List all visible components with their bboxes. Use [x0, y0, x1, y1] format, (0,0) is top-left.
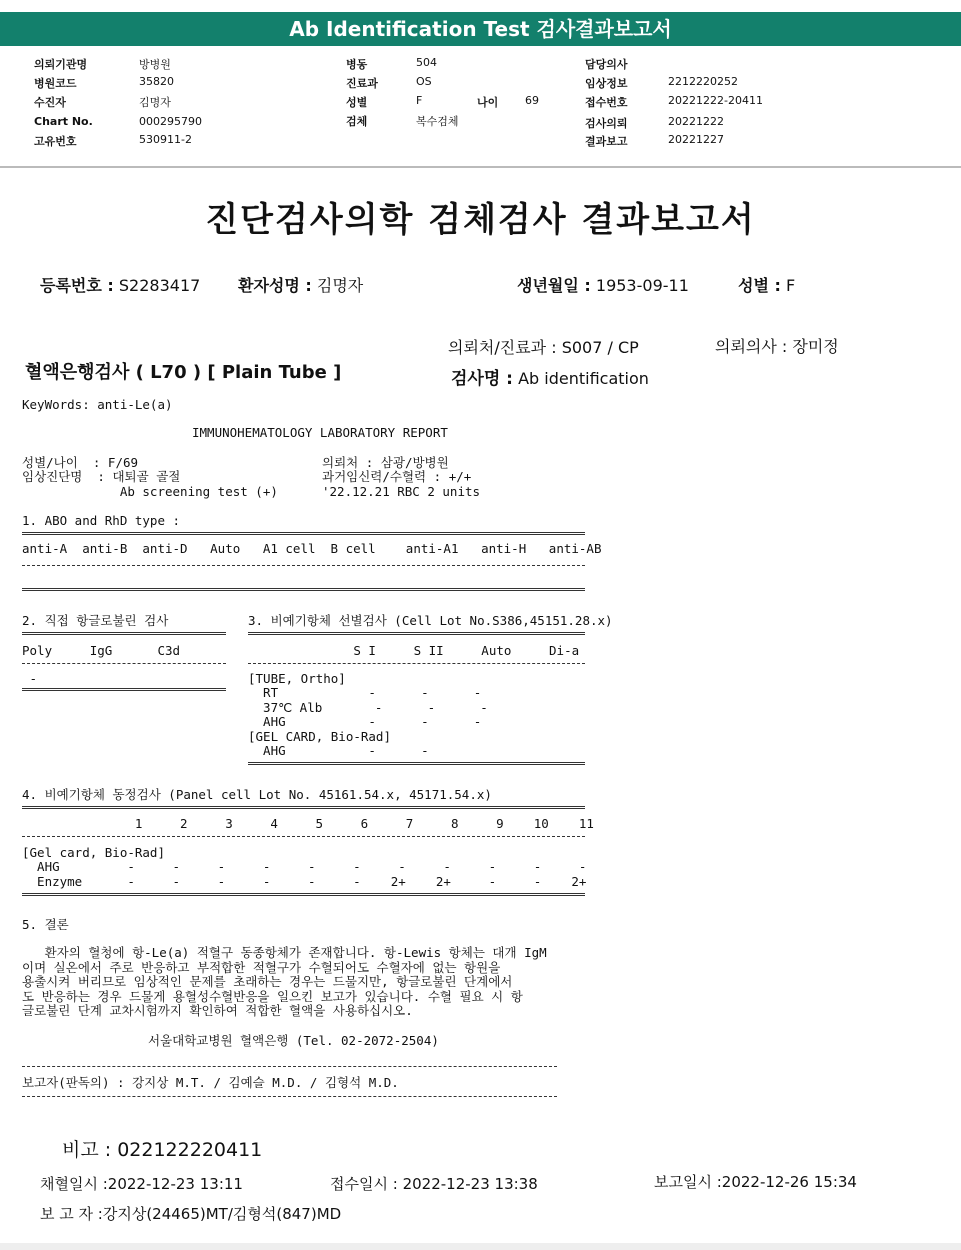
- chart-no-value: 000295790: [139, 115, 202, 128]
- reporters: 보고자(판독의) : 강지상 M.T. / 김예슬 M.D. / 김형석 M.D.: [22, 1075, 399, 1090]
- screening-row: [TUBE, Ortho]: [248, 671, 346, 686]
- result-date-value: 20221227: [668, 133, 724, 146]
- section-1-title: 1. ABO and RhD type :: [22, 513, 181, 528]
- requesting-dept: 의뢰처/진료과 : S007 / CP: [448, 338, 639, 357]
- specimen-value: 복수검체: [416, 115, 459, 128]
- birthdate-field: [517, 273, 689, 296]
- blood-bank-contact: 서울대학교병원 혈액은행 (Tel. 02-2072-2504): [148, 1033, 439, 1048]
- screening-row: AHG - -: [248, 743, 429, 758]
- screening-row: AHG - - -: [248, 714, 482, 729]
- patient-info-panel: [0, 54, 961, 164]
- request-date-label: 검사의뢰: [585, 117, 628, 130]
- collection-time: [40, 1173, 243, 1194]
- patient-label: 수진자: [34, 96, 66, 109]
- conclusion-line: 용출시켜 버리므로 임상적인 문제를 초래하는 경우는 드물지만, 항글로불린 단계에서: [22, 974, 513, 989]
- institution-label: 의뢰기관명: [34, 58, 88, 71]
- dashed-rule: [22, 1066, 557, 1067]
- registration-label: 등록번호 :: [40, 276, 114, 295]
- dashed-rule: [22, 663, 226, 664]
- birthdate-label: 생년월일 :: [517, 276, 591, 295]
- diagnosis-line: 임상진단명 : 대퇴골 골절: [22, 469, 181, 484]
- hospital-code-label: 병원코드: [34, 77, 77, 90]
- patient-name-label: 환자성명 :: [238, 276, 312, 295]
- unique-no-label: 고유번호: [34, 135, 77, 148]
- dashed-rule: [22, 565, 585, 566]
- test-name-label: 검사명 :: [451, 369, 513, 389]
- receipt-time-label: 접수일시 :: [330, 1175, 398, 1193]
- screening-header: S I S II Auto Di-a: [248, 643, 580, 658]
- requesting-doctor: 의뢰의사 : 장미정: [715, 337, 839, 356]
- double-rule: [22, 532, 585, 535]
- double-rule: [248, 762, 585, 765]
- double-rule: [22, 893, 585, 896]
- dat-header: Poly IgG C3d: [22, 643, 181, 658]
- sex-label: 성별: [346, 96, 368, 109]
- remark: [62, 1135, 262, 1162]
- collection-label: 채혈일시 :: [40, 1175, 108, 1193]
- ward-label: 병동: [346, 58, 368, 71]
- result-date-label: 결과보고: [585, 135, 628, 148]
- test-name-field: [451, 364, 649, 389]
- collection-value: 2022-12-23 13:11: [107, 1175, 243, 1193]
- sex-value: F: [416, 94, 423, 107]
- report-time-label: 보고일시 :: [654, 1173, 722, 1191]
- panel-row: AHG - - - - - - - - - - -: [22, 859, 587, 874]
- footer-reporter: [40, 1203, 341, 1224]
- clinical-value: 2212220252: [668, 75, 738, 88]
- dashed-rule: [22, 836, 585, 837]
- sex-age-line: 성별/나이 : F/69: [22, 455, 139, 470]
- report-header-title: Ab Identification Test 검사결과보고서: [0, 12, 961, 46]
- unique-no-value: 530911-2: [139, 133, 192, 146]
- double-rule: [22, 632, 226, 635]
- double-rule: [248, 632, 585, 635]
- receipt-time-value: 2022-12-23 13:38: [402, 1175, 538, 1193]
- registration-value: S2283417: [118, 276, 201, 295]
- patient-name-field: [238, 273, 363, 296]
- section-2-title: 2. 직접 항글로불린 검사: [22, 613, 169, 628]
- panel-row: [Gel card, Bio-Rad]: [22, 845, 165, 860]
- conclusion-line: 도 반응하는 경우 드물게 용혈성수혈반응을 일으킨 보고가 있습니다. 수혈 필요 시 항: [22, 989, 523, 1004]
- report-sex-field: [738, 273, 795, 296]
- age-value: 69: [525, 94, 539, 107]
- report-time-value: 2022-12-26 15:34: [721, 1173, 857, 1191]
- patient-value: 김명자: [139, 96, 171, 109]
- screening-line: Ab screening test (+): [22, 484, 278, 499]
- test-name-value: Ab identification: [518, 369, 649, 388]
- dat-value: -: [22, 671, 38, 686]
- section-3-title: 3. 비예기항체 선별검사 (Cell Lot No.S386,45151.28.x): [248, 613, 613, 628]
- birthdate-value: 1953-09-11: [595, 276, 689, 295]
- remark-value: 022122220411: [117, 1139, 263, 1161]
- hospital-code-value: 35820: [139, 75, 174, 88]
- report-title: 진단검사의학 검체검사 결과보고서: [205, 200, 756, 240]
- test-group: 혈액은행검사 ( L70 ) [ Plain Tube ]: [25, 362, 342, 383]
- panel-row: Enzyme - - - - - - 2+ 2+ - - 2+: [22, 874, 587, 889]
- double-rule: [22, 688, 226, 691]
- keywords: KeyWords: anti-Le(a): [22, 397, 173, 412]
- patient-name-value: 김명자: [316, 276, 364, 295]
- institution-value: 방병원: [139, 58, 171, 71]
- conclusion-line: 이며 실온에서 주로 반응하고 부적합한 적혈구가 수혈되어도 수혈자에 없는 항원을: [22, 960, 501, 975]
- report-sex-value: F: [785, 276, 796, 295]
- lab-report: [0, 168, 961, 1243]
- dept-label: 진료과: [346, 77, 378, 90]
- transfusion-line: '22.12.21 RBC 2 units: [322, 484, 481, 499]
- footer-reporter-value: 강지상(24465)MT/김형석(847)MD: [102, 1205, 342, 1223]
- age-label: 나이: [477, 96, 499, 109]
- dashed-rule: [248, 663, 585, 664]
- remark-label: 비고 :: [62, 1139, 112, 1161]
- dashed-rule: [22, 1096, 557, 1097]
- report-sex-label: 성별 :: [738, 276, 781, 295]
- conclusion-line: 글로불린 단계 교차시험까지 확인하여 적합한 혈액을 사용하십시오.: [22, 1003, 413, 1018]
- screening-row: [GEL CARD, Bio-Rad]: [248, 729, 391, 744]
- request-date-value: 20221222: [668, 115, 724, 128]
- conclusion-line: 환자의 혈청에 항-Le(a) 적혈구 동종항체가 존재합니다. 항-Lewis 항체는 대개 IgM: [22, 945, 547, 960]
- clinical-label: 임상정보: [585, 77, 628, 90]
- report-time: [654, 1171, 857, 1192]
- requester-line: 의뢰처 : 삼광/방병원: [322, 455, 449, 470]
- lab-report-title: IMMUNOHEMATOLOGY LABORATORY REPORT: [192, 425, 448, 440]
- chart-no-label: Chart No.: [34, 115, 93, 128]
- registration-field: [40, 273, 200, 296]
- screening-row: 37℃ Alb - - -: [248, 700, 488, 715]
- section-4-title: 4. 비예기항체 동정검사 (Panel cell Lot No. 45161.54.x, 45171.54.x): [22, 787, 492, 802]
- doctor-label: 담당의사: [585, 58, 628, 71]
- abo-header: anti-A anti-B anti-D Auto A1 cell B cell anti-A1 anti-H anti-AB: [22, 541, 602, 556]
- section-5-title: 5. 결론: [22, 917, 69, 932]
- screening-row: RT - - -: [248, 685, 482, 700]
- footer-reporter-label: 보 고 자 :: [40, 1205, 103, 1223]
- receipt-value: 20221222-20411: [668, 94, 763, 107]
- dept-value: OS: [416, 75, 432, 88]
- specimen-label: 검체: [346, 115, 368, 128]
- double-rule: [22, 806, 585, 809]
- double-rule: [22, 588, 585, 591]
- bottom-border: [0, 1243, 961, 1250]
- panel-header: 1 2 3 4 5 6 7 8 9 10 11: [22, 816, 594, 831]
- receipt-time: [330, 1173, 538, 1194]
- receipt-label: 접수번호: [585, 96, 628, 109]
- ward-value: 504: [416, 56, 437, 69]
- history-line: 과거임신력/수혈력 : +/+: [322, 469, 472, 484]
